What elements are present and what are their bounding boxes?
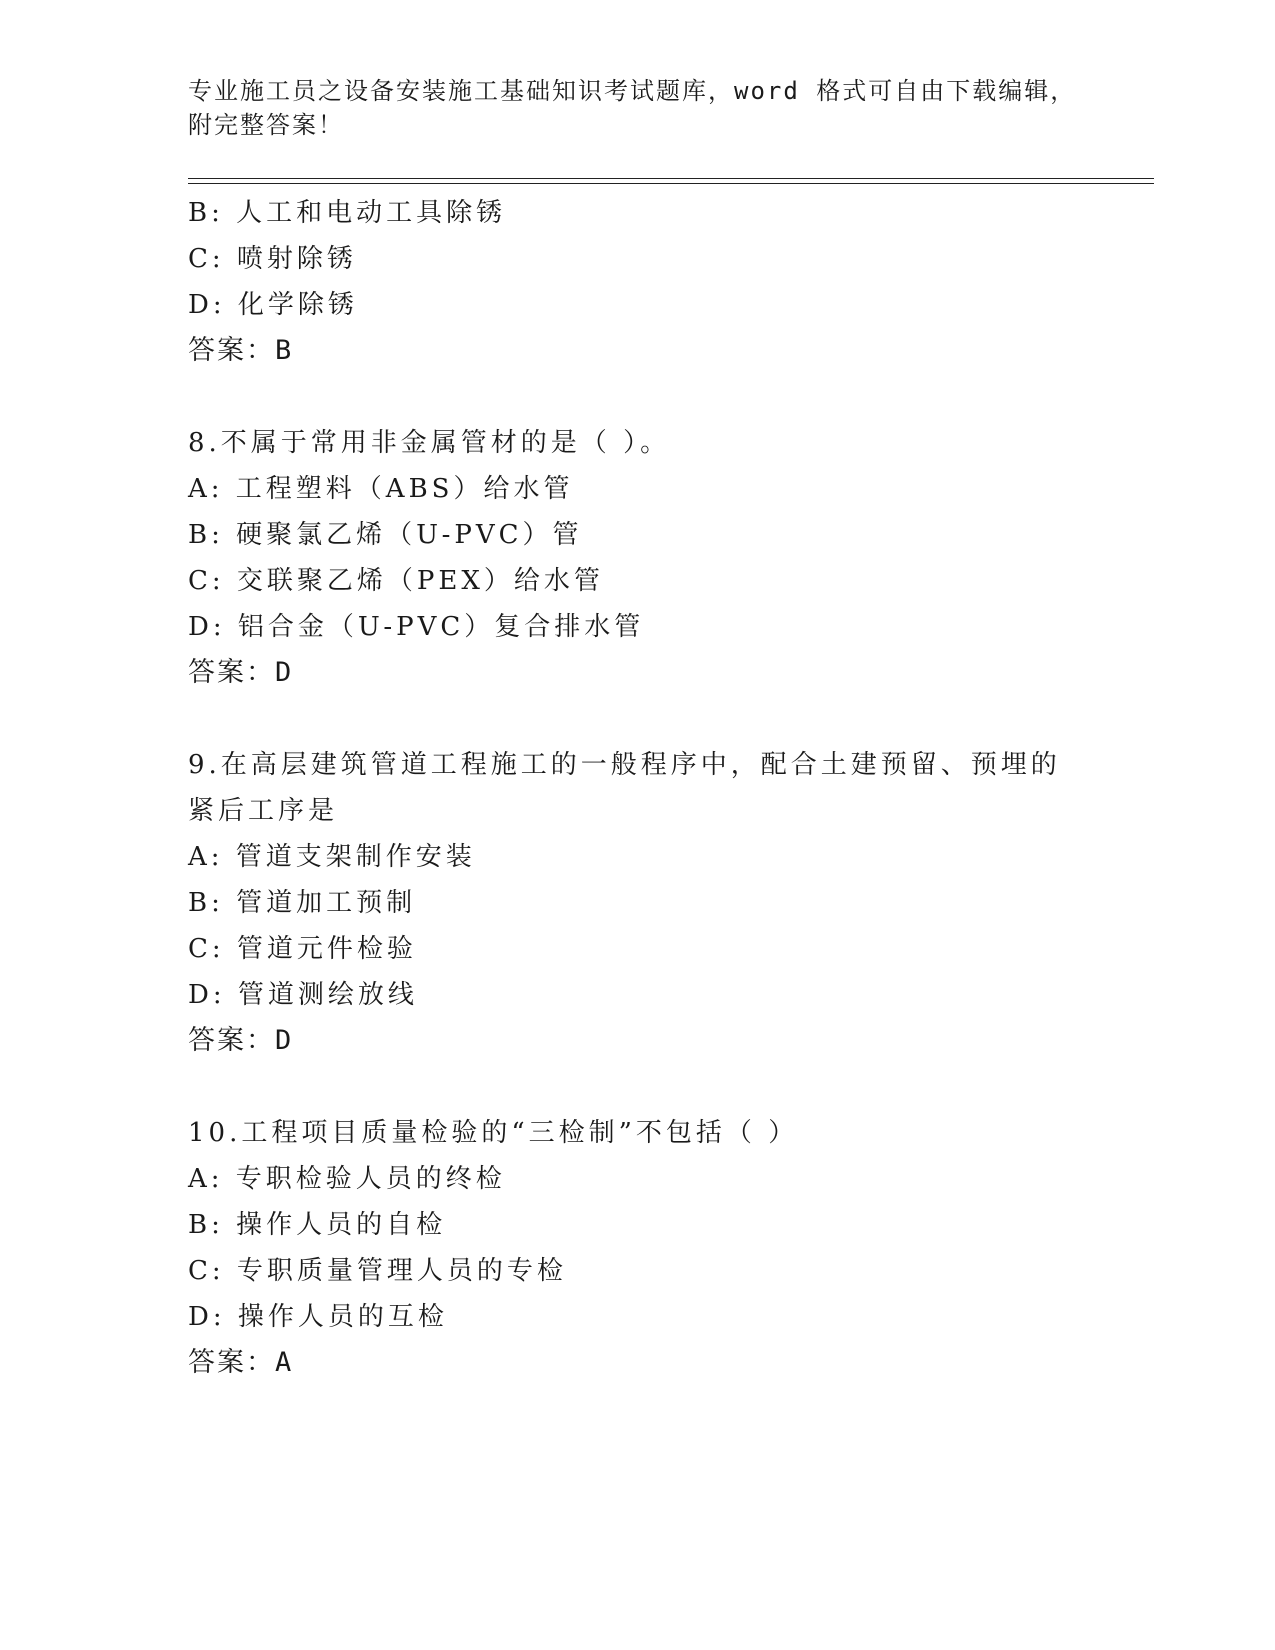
option-d: D: 铝合金（U-PVC）复合排水管 [188,612,645,642]
spacer [188,374,1088,420]
question-content [188,190,1088,1386]
answer-line: 答案：D [188,1025,294,1056]
option-a: A: 工程塑料（ABS）给水管 [188,474,574,504]
answer-line: 答案：D [188,657,294,688]
question-block-8 [188,420,1088,696]
option-d: D: 管道测绘放线 [188,980,418,1010]
spacer [188,1064,1088,1110]
option-c: C: 交联聚乙烯（PEX）给水管 [188,566,604,596]
document-header: 专业施工员之设备安装施工基础知识考试题库，word 格式可自由下载编辑，附完整答案！ [188,77,1077,139]
option-c: C: 专职质量管理人员的专检 [188,1256,567,1286]
question-text: 10.工程项目质量检验的“三检制”不包括（ ） [188,1118,799,1148]
option-c: C: 喷射除锈 [188,244,357,274]
question-block-9 [188,742,1088,1064]
option-b: B: 硬聚氯乙烯（U-PVC）管 [188,520,583,550]
option-b: B: 人工和电动工具除锈 [188,198,507,228]
question-text: 9.在高层建筑管道工程施工的一般程序中，配合土建预留、预埋的紧后工序是 [188,750,1061,826]
option-b: B: 操作人员的自检 [188,1210,447,1240]
option-c: C: 管道元件检验 [188,934,417,964]
question-block-10 [188,1110,1088,1386]
spacer [188,696,1088,742]
header-divider-top [188,178,1154,179]
option-b: B: 管道加工预制 [188,888,417,918]
answer-line: 答案：B [188,335,294,366]
option-a: A: 专职检验人员的终检 [188,1164,506,1194]
option-d: D: 化学除锈 [188,290,358,320]
header-divider-bottom [188,183,1154,184]
answer-line: 答案：A [188,1347,294,1378]
option-a: A: 管道支架制作安装 [188,842,476,872]
question-block-partial [188,190,1088,374]
option-d: D: 操作人员的互检 [188,1302,448,1332]
question-text: 8.不属于常用非金属管材的是（ ）。 [188,428,671,458]
